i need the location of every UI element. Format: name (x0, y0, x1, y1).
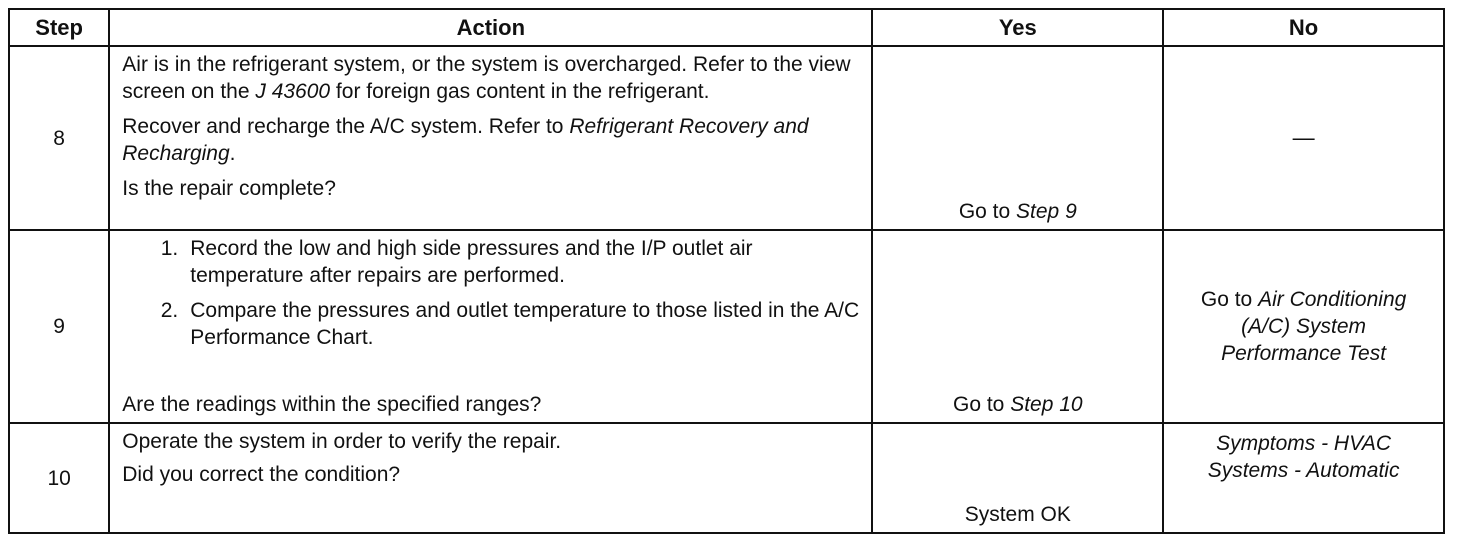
no-cell (1163, 230, 1444, 423)
action-question: Did you correct the condition? (122, 463, 401, 486)
no-line (1201, 286, 1406, 313)
action-text-part: for foreign gas content in the refrigerant. (330, 80, 710, 103)
procedure-link[interactable]: (A/C) System (1241, 315, 1367, 338)
procedure-link[interactable]: Symptoms - HVAC (1216, 432, 1392, 455)
action-cell (109, 230, 872, 423)
yes-cell (872, 230, 1163, 423)
action-question: Is the repair complete? (122, 177, 336, 200)
action-text (122, 51, 861, 105)
yes-text: Go to (958, 200, 1017, 223)
list-number: 2. (160, 299, 179, 322)
diagnostic-table (8, 8, 1445, 534)
table-row (9, 423, 1444, 533)
tool-reference: J 43600 (255, 80, 331, 103)
no-dash: — (1292, 125, 1315, 150)
step-number: 8 (9, 46, 109, 230)
yes-text: Go to (952, 393, 1011, 416)
no-text: Go to (1200, 288, 1259, 311)
action-cell (109, 46, 872, 230)
table-row (9, 46, 1444, 230)
step-number: 10 (9, 423, 109, 533)
table-row (9, 230, 1444, 423)
procedure-link[interactable]: Performance Test (1221, 342, 1387, 365)
action-text: Operate the system in order to verify the repair. (122, 430, 562, 453)
action-text-part: Recover and recharge the A/C system. Refer to (122, 115, 570, 138)
procedure-reference: Refrigerant Recovery and Recharging (122, 115, 809, 165)
header-yes: Yes (872, 9, 1163, 46)
action-text-part: Air is in the refrigerant system, or the system is overcharged. Refer to the view screen on the (122, 53, 851, 103)
action-cell (109, 423, 872, 533)
list-item (122, 235, 861, 289)
header-step: Step (9, 9, 109, 46)
table-header-row (9, 9, 1444, 46)
list-item (122, 297, 861, 351)
no-text-block (1201, 286, 1406, 367)
list-text: Record the low and high side pressures and the I/P outlet air temperature after repairs are performed. (190, 237, 753, 287)
list-number: 1. (160, 237, 179, 260)
list-text: Compare the pressures and outlet temperature to those listed in the A/C Performance Chart. (190, 299, 860, 349)
step-link[interactable]: Step 9 (1016, 200, 1077, 223)
step-link[interactable]: Step 10 (1010, 393, 1083, 416)
no-cell (1163, 423, 1444, 533)
no-cell (1163, 46, 1444, 230)
action-text-part: . (229, 142, 236, 165)
step-number: 9 (9, 230, 109, 423)
procedure-link[interactable]: Systems - Automatic (1207, 459, 1400, 482)
spacer (122, 359, 861, 391)
action-text (122, 113, 861, 167)
yes-cell (872, 46, 1163, 230)
action-question: Are the readings within the specified ranges? (122, 393, 542, 416)
header-no: No (1163, 9, 1444, 46)
action-steps-list (122, 235, 861, 351)
yes-cell: System OK (872, 423, 1163, 533)
procedure-link[interactable]: Air Conditioning (1258, 288, 1407, 311)
header-action: Action (109, 9, 872, 46)
